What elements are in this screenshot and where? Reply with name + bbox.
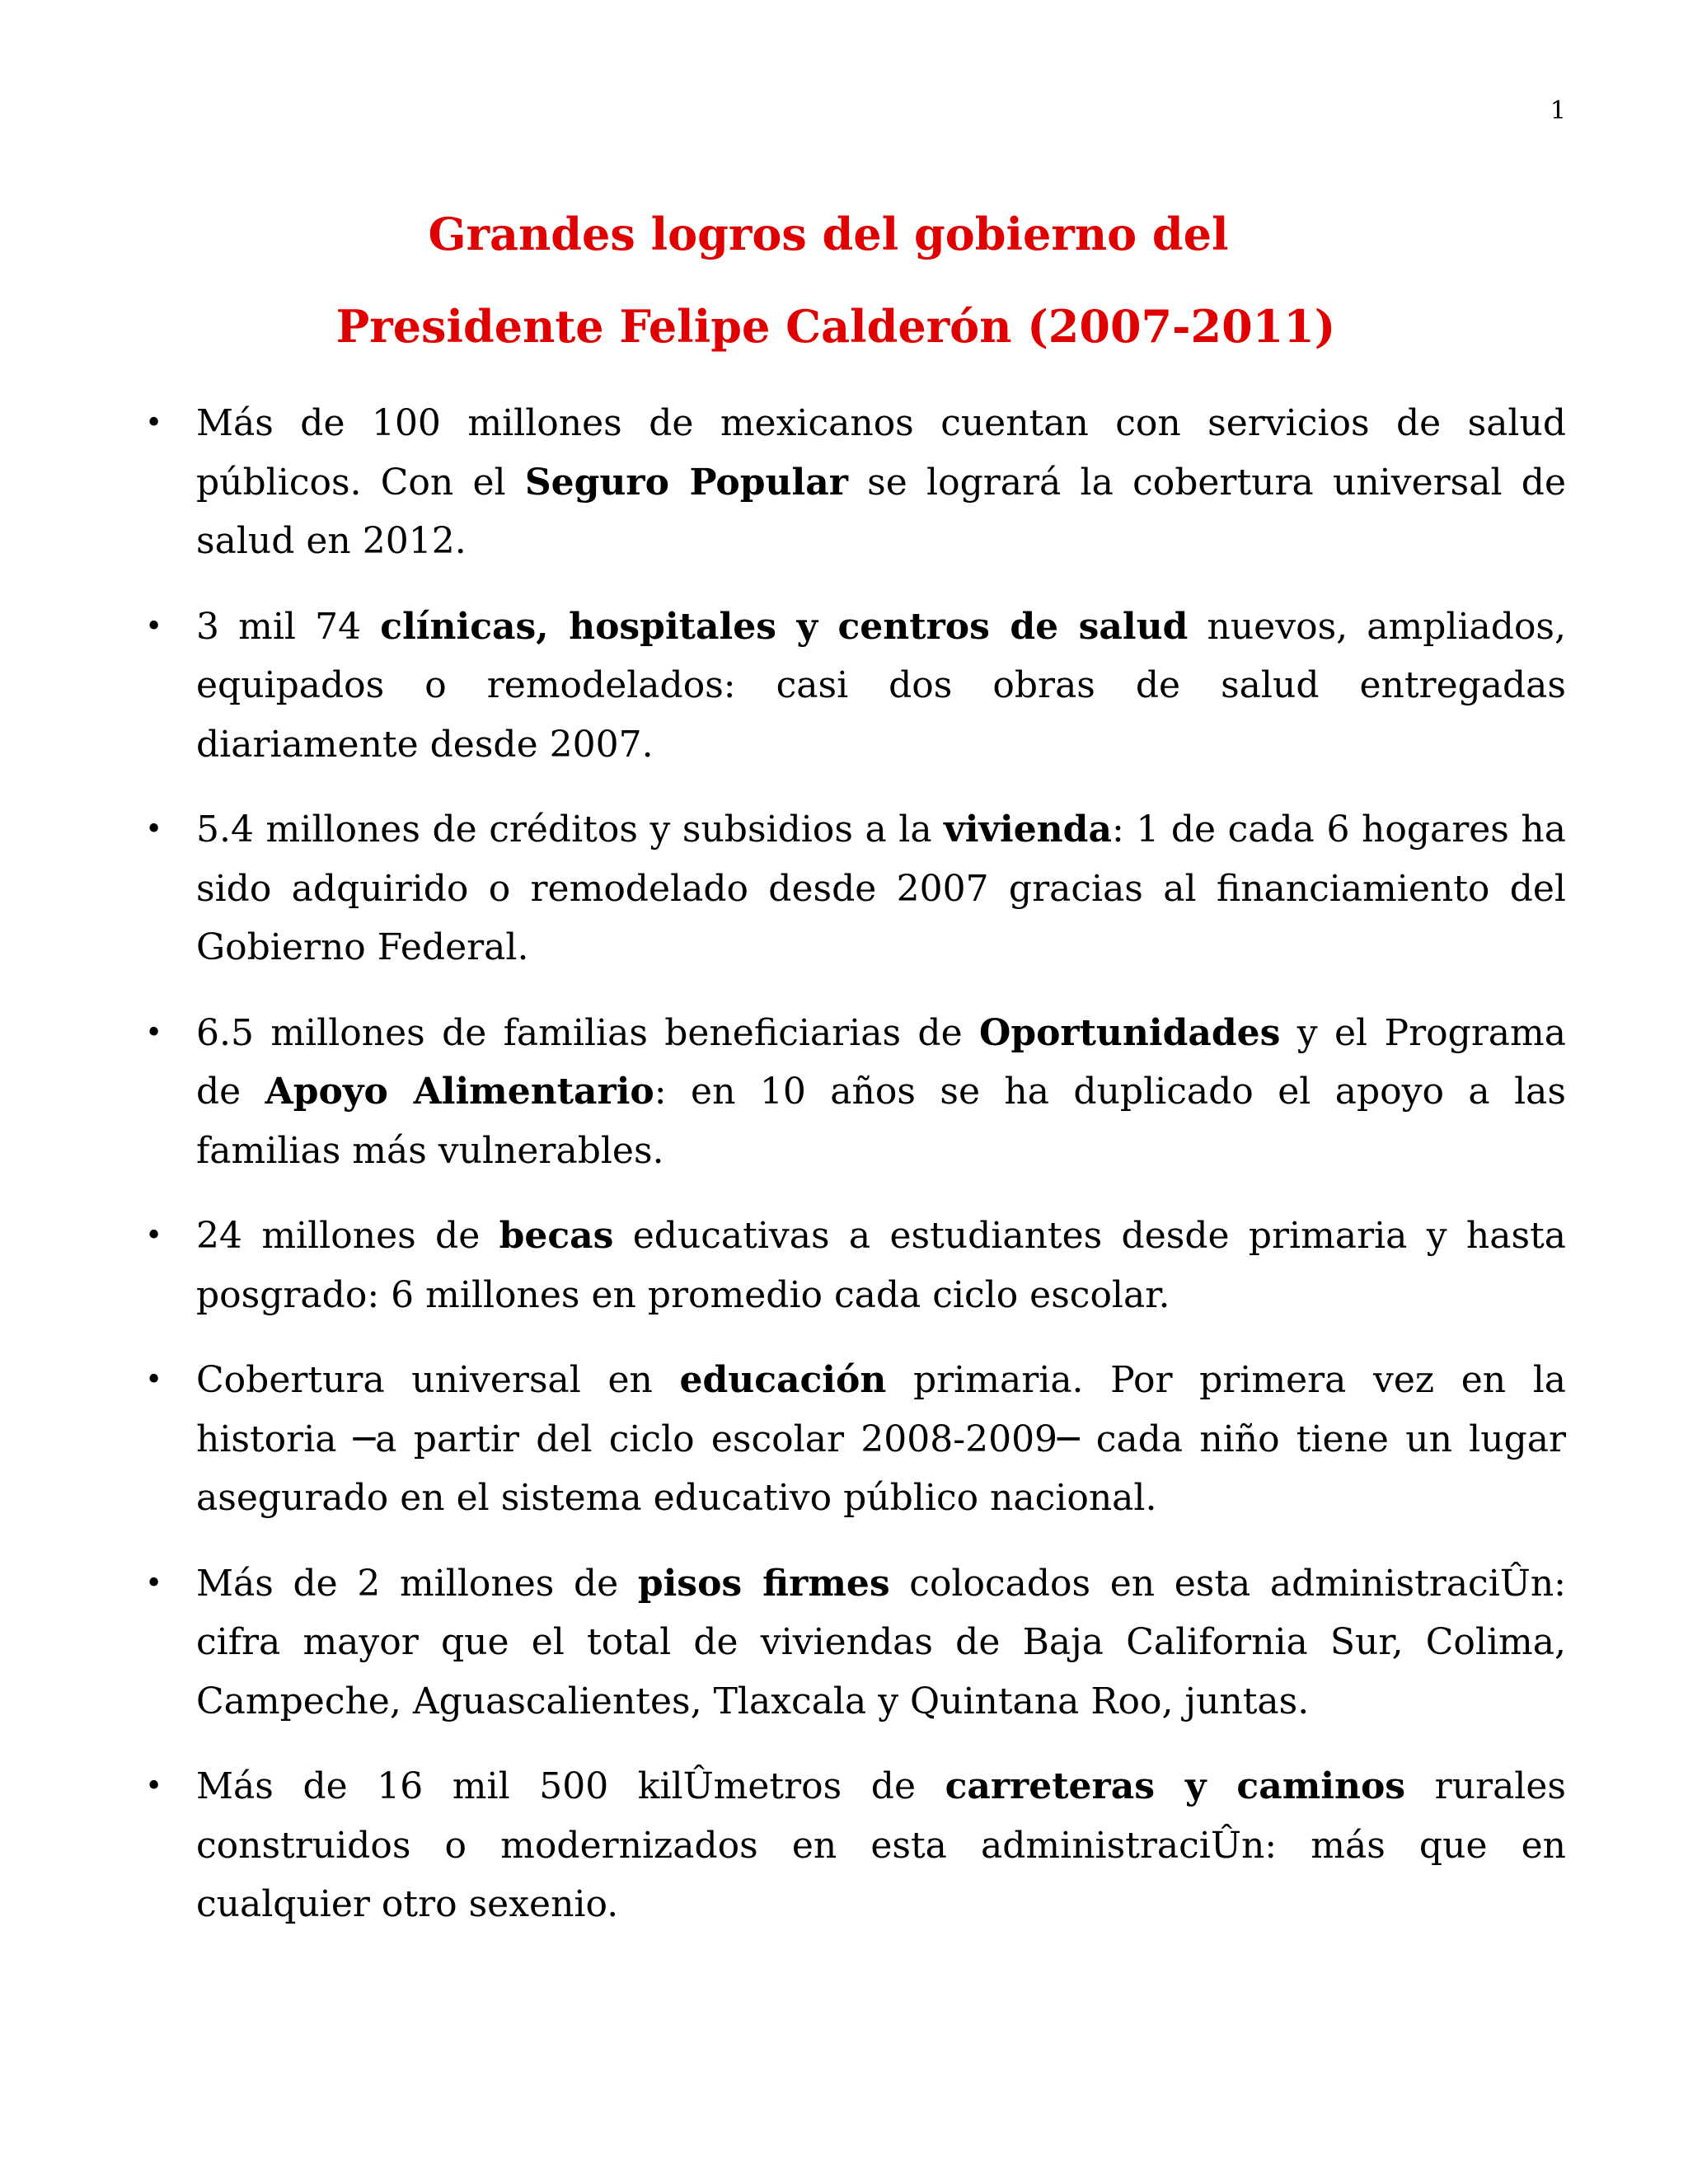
bullet-icon: •	[145, 1769, 163, 1803]
list-item	[145, 1351, 1567, 1528]
item-text: : en 10 años se ha duplicado el apoyo a las familias más vulnerables.	[196, 1071, 1566, 1172]
bullet-icon: •	[145, 406, 163, 440]
emphasis-text: educación	[679, 1359, 887, 1401]
list-item	[145, 1207, 1566, 1324]
emphasis-text: clínicas, hospitales y centros de salud	[380, 605, 1189, 648]
item-text: rurales construidos o modernizados en esta administraciÛn: más que en cualquier otro sexenio.	[196, 1765, 1566, 1925]
bullet-icon: •	[145, 1015, 163, 1050]
emphasis-text: Apoyo Alimentario	[265, 1071, 654, 1113]
emphasis-text: carreteras y caminos	[945, 1765, 1406, 1807]
bullet-icon: •	[145, 1566, 163, 1601]
item-text: Más de 16 mil 500 kilÛmetros de	[196, 1765, 945, 1807]
item-text: se logrará la cobertura universal de salud en 2012.	[196, 461, 1566, 562]
emphasis-text: pisos firmes	[637, 1562, 890, 1605]
item-text: Cobertura universal en	[196, 1359, 680, 1401]
emphasis-text: vivienda	[944, 808, 1112, 851]
emphasis-text: Oportunidades	[978, 1011, 1281, 1054]
emphasis-text: becas	[499, 1215, 614, 1257]
page-number: 1	[1550, 96, 1566, 125]
list-item	[145, 394, 1566, 571]
item-text: y el Programa de	[196, 1011, 1566, 1113]
list-item	[145, 800, 1566, 977]
item-text: 5.4 millones de créditos y subsidios a la	[196, 808, 945, 851]
bullet-icon: •	[145, 813, 163, 846]
item-text: 3 mil 74	[196, 605, 381, 648]
item-text: 6.5 millones de familias beneficiarias de	[196, 1011, 979, 1054]
item-text: Más de 2 millones de	[196, 1562, 638, 1605]
bullet-icon: •	[145, 609, 163, 644]
page-title-line-2: Presidente Felipe Calderón (2007-2011)	[335, 300, 1336, 353]
item-text: colocados en esta administraciÛn: cifra mayor que el total de viviendas de Baja California Sur, Colima, Campeche, Aguascalientes, Tlaxcala y Quintana Roo, juntas.	[196, 1562, 1567, 1722]
bullet-icon: •	[145, 1219, 163, 1253]
emphasis-text: Seguro Popular	[524, 461, 848, 504]
page-title-line-1: Grandes logros del gobierno del	[428, 208, 1229, 260]
list-item	[145, 1554, 1567, 1732]
item-text: Más de 100 millones de mexicanos cuentan con servicios de salud públicos. Con el	[196, 402, 1566, 504]
bullet-icon: •	[145, 1363, 163, 1397]
item-text: nuevos, ampliados, equipados o remodelados: casi dos obras de salud entregadas diariamente desde 2007.	[196, 605, 1566, 766]
list-item	[145, 598, 1566, 775]
item-text: : 1 de cada 6 hogares ha sido adquirido o remodelado desde 2007 gracias al financiamiento del Gobierno Federal.	[196, 808, 1566, 968]
item-text: 24 millones de	[196, 1215, 499, 1257]
list-item	[145, 1757, 1566, 1934]
achievements-list	[145, 394, 1567, 1961]
list-item	[145, 1004, 1566, 1181]
item-text: primaria. Por primera vez en la historia ─a partir del ciclo escolar 2008-2009─ cada niño tiene un lugar asegurado en el sistema educativo público nacional.	[196, 1359, 1567, 1519]
item-text: educativas a estudiantes desde primaria y hasta posgrado: 6 millones en promedio cada ciclo escolar.	[196, 1215, 1566, 1316]
